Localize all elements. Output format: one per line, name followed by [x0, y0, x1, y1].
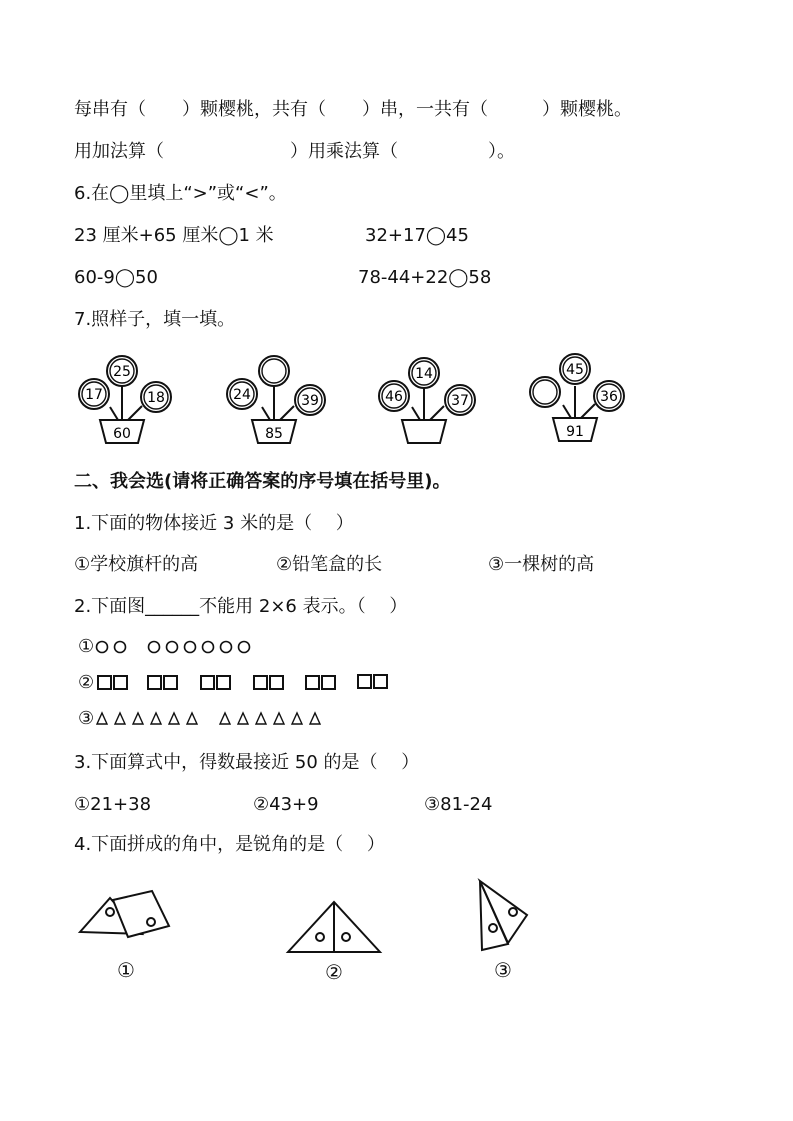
q2-row1-label: ① [78, 636, 95, 657]
flower-pot-2 [227, 356, 325, 443]
q6-item-4: 78-44+22◯58 [358, 267, 492, 288]
flower-pot-3 [379, 358, 475, 443]
flower-top-number: 45 [566, 362, 584, 378]
q1-option-1: ①学校旗杆的高 [74, 554, 199, 575]
q3-option-3: ③81-24 [424, 794, 493, 815]
flower-left-number: 24 [233, 387, 251, 403]
q2-stem: 2.下面图______不能用 2×6 表示。（ ） [74, 596, 408, 617]
q4-figure-1 [80, 891, 169, 982]
q2-row1-shapes [97, 642, 250, 653]
cherry-line-2: 用加法算（ ）用乘法算（ ）。 [74, 141, 515, 162]
flower-right-number: 18 [147, 390, 165, 406]
flower-top-number: 14 [415, 366, 433, 382]
flower-left [379, 381, 409, 411]
flower-left [79, 379, 109, 409]
section2-heading: 二、我会选(请将正确答案的序号填在括号里)。 [74, 471, 451, 492]
q3-option-1: ①21+38 [74, 794, 152, 815]
flower-right-number: 36 [600, 389, 618, 405]
q1-option-3: ③一棵树的高 [488, 554, 595, 575]
q4-stem: 4.下面拼成的角中，是锐角的是（ ） [74, 834, 385, 855]
q2-row2-label: ② [78, 672, 95, 693]
q2-row3-label: ③ [78, 708, 95, 729]
flower-pot-4 [530, 354, 624, 441]
q4-label-1: ① [117, 958, 135, 982]
flower-left-number: 46 [385, 389, 403, 405]
pot-number: 60 [113, 426, 131, 442]
q4-label-2: ② [325, 960, 343, 984]
flower-right-number: 37 [451, 393, 469, 409]
flower-left-number: 17 [85, 387, 103, 403]
pot-stems [110, 386, 142, 420]
flower-right [445, 385, 475, 415]
q2-row2-shapes [98, 675, 387, 689]
q7-title: 7.照样子，填一填。 [74, 309, 236, 330]
q6-item-1: 23 厘米+65 厘米◯1 米 [74, 225, 274, 246]
flower-top [259, 356, 289, 386]
pot-stems [563, 386, 595, 418]
q2-row3-shapes [97, 713, 320, 724]
cherry-line-1: 每串有（ ）颗樱桃，共有（ ）串，一共有（ ）颗樱桃。 [74, 99, 632, 120]
flower-top [409, 358, 439, 388]
q4-label-3: ③ [494, 958, 512, 982]
pot-number: 91 [566, 424, 584, 440]
flower-left [530, 377, 560, 407]
flower-top-number: 25 [113, 364, 131, 380]
pot-stems [412, 386, 444, 420]
q4-figure-2 [288, 902, 380, 984]
flower-left [227, 379, 257, 409]
flower-right [141, 382, 171, 412]
q1-option-2: ②铅笔盒的长 [276, 554, 383, 575]
q1-stem: 1.下面的物体接近 3 米的是（ ） [74, 513, 354, 534]
q4-figure-3 [480, 881, 527, 982]
flower-top [560, 354, 590, 384]
flower-right-number: 39 [301, 393, 319, 409]
flower-right [295, 385, 325, 415]
pot-number: 85 [265, 426, 283, 442]
flower-pot-1 [79, 356, 171, 443]
pot-body [402, 420, 446, 443]
q6-item-3: 60-9◯50 [74, 267, 158, 288]
flower-right [594, 381, 624, 411]
q3-stem: 3.下面算式中，得数最接近 50 的是（ ） [74, 752, 420, 773]
pot-stems [262, 386, 294, 420]
flower-top [107, 356, 137, 386]
q6-title: 6.在◯里填上“>”或“<”。 [74, 183, 287, 204]
q3-option-2: ②43+9 [253, 794, 319, 815]
q6-item-2: 32+17◯45 [365, 225, 469, 246]
